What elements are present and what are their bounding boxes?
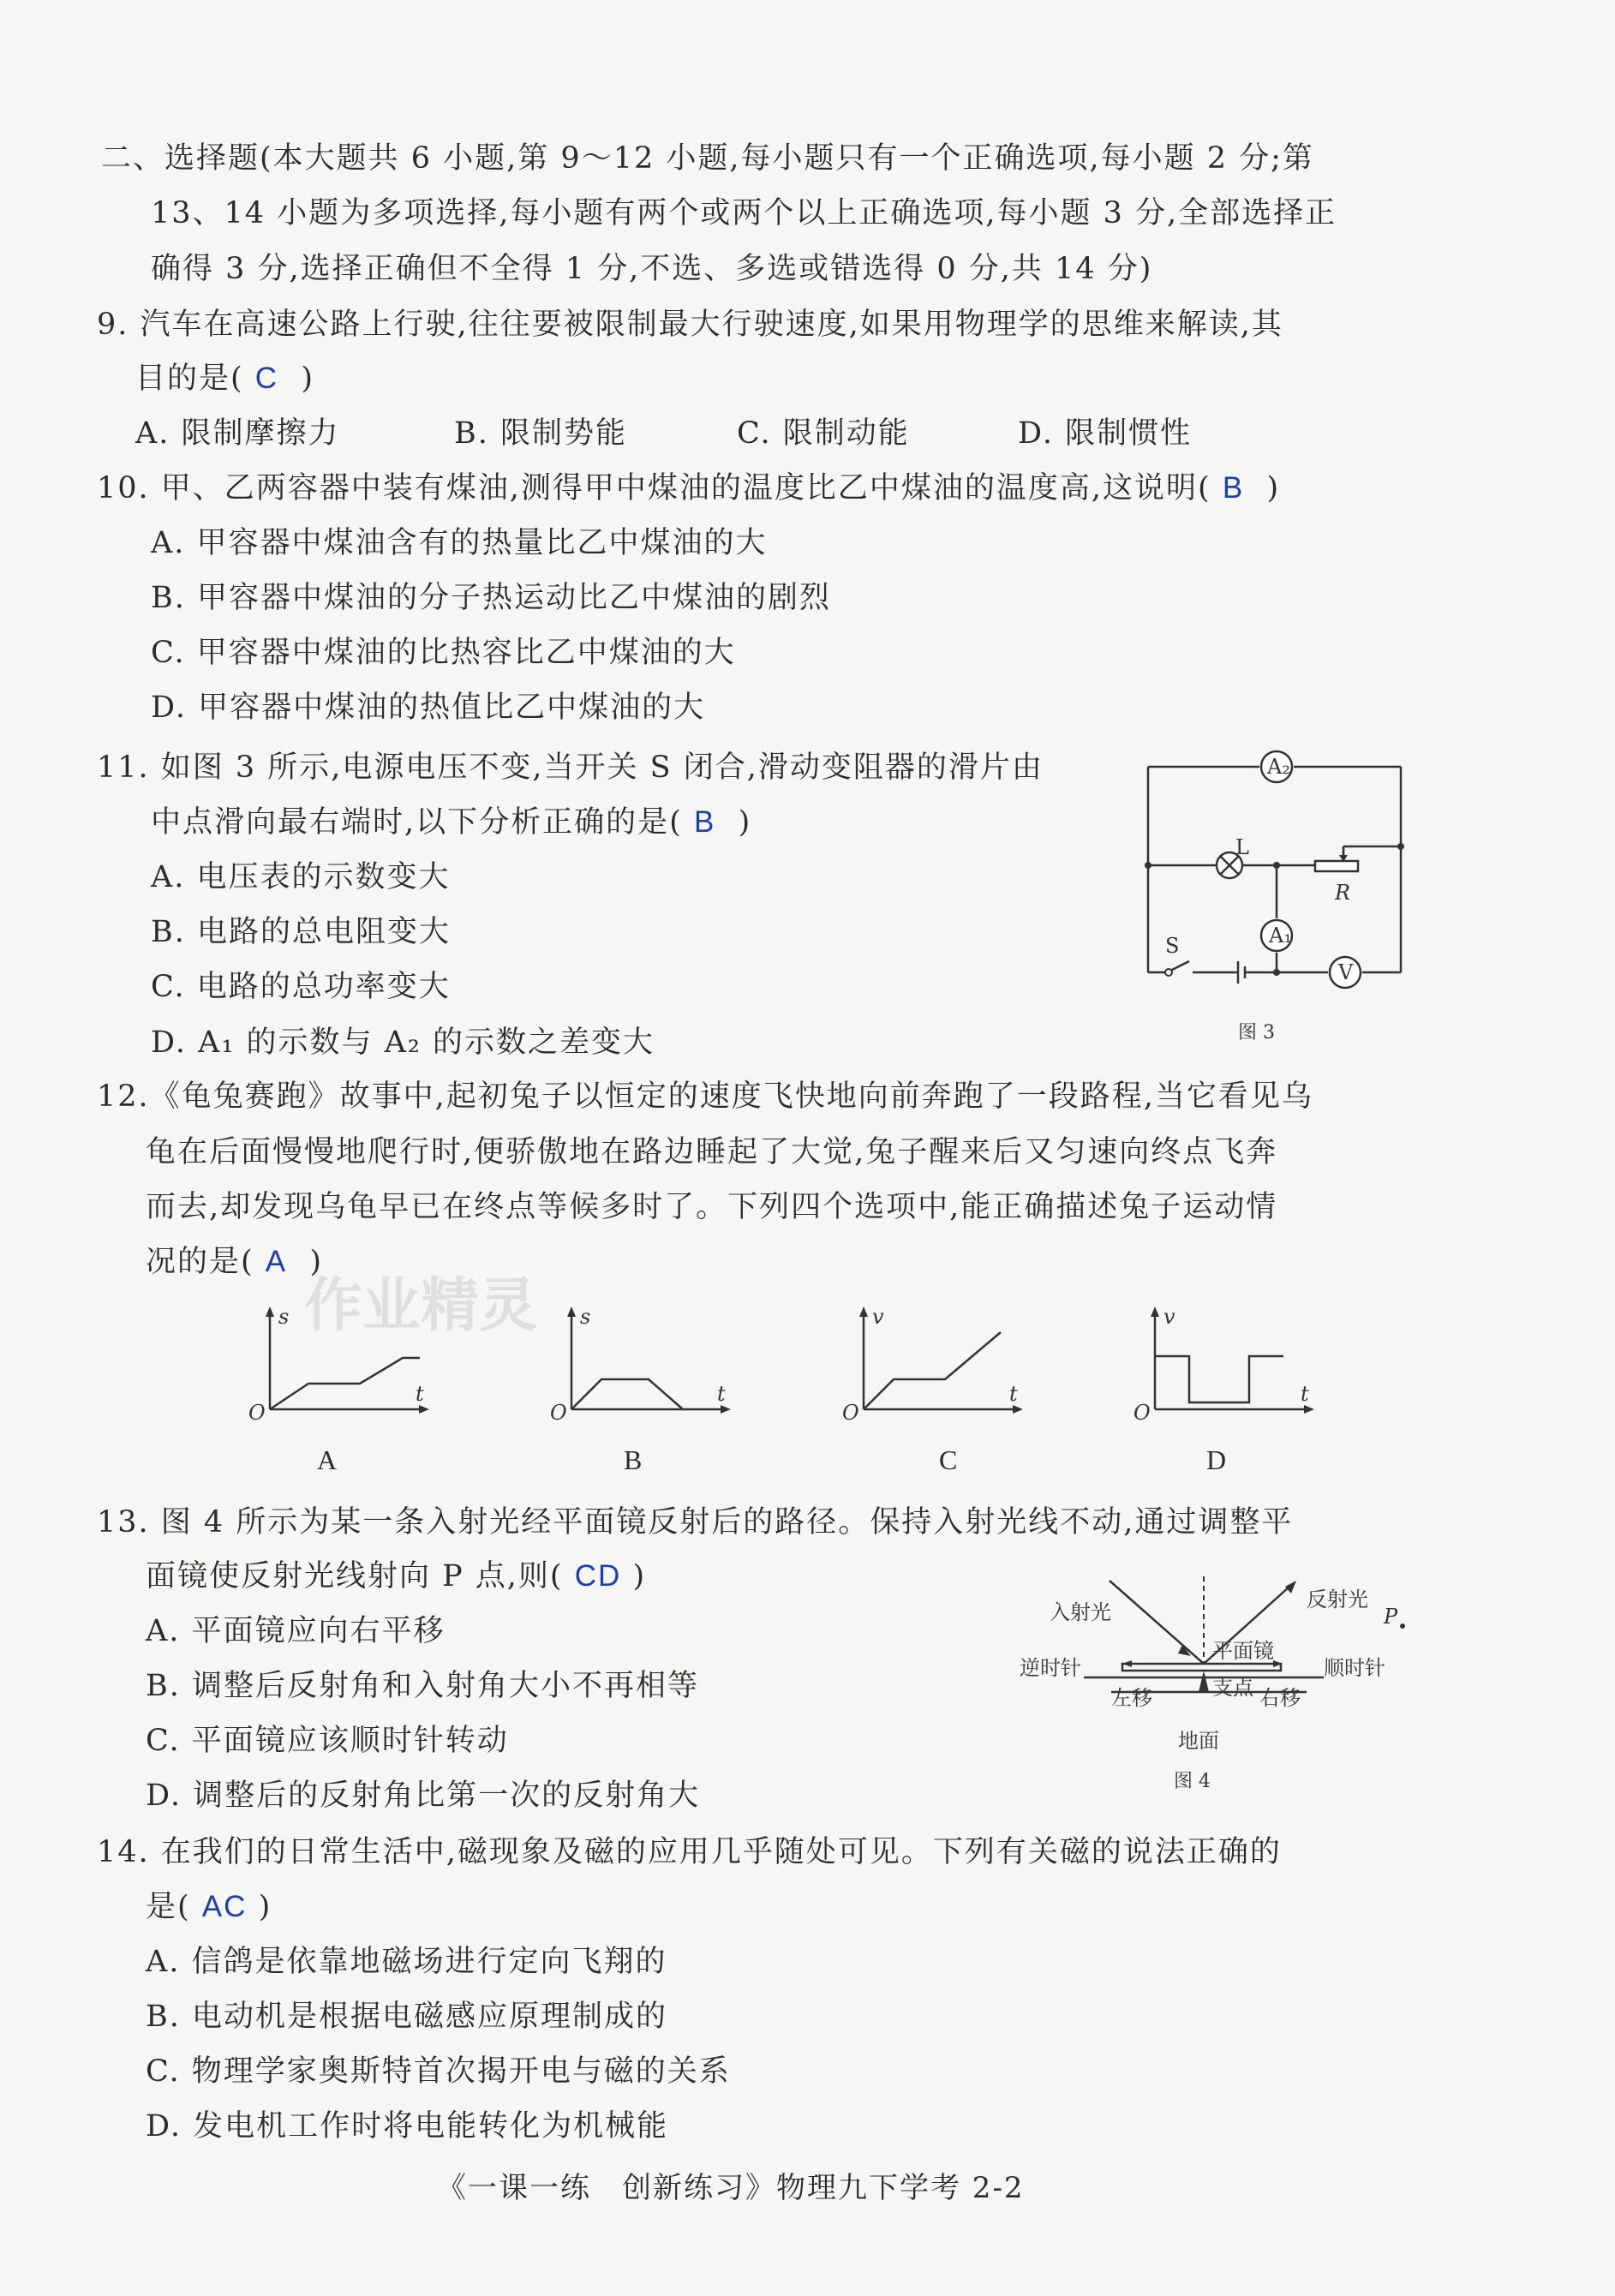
q10-option-b: B. 甲容器中煤油的分子热运动比乙中煤油的剧烈 bbox=[151, 581, 831, 615]
q9-stem-line1: 9. 汽车在高速公路上行驶,往往要被限制最大行驶速度,如果用物理学的思维来解读,其 bbox=[97, 308, 1283, 342]
svg-text:O: O bbox=[1133, 1401, 1151, 1425]
q11-answer: B bbox=[693, 805, 716, 839]
graph-a-label: A bbox=[317, 1444, 338, 1475]
fig4-caption: 图 4 bbox=[1174, 1771, 1211, 1792]
q13-option-a: A. 平面镜应向右平移 bbox=[146, 1614, 446, 1648]
svg-text:O: O bbox=[842, 1401, 859, 1425]
q14-option-c: C. 物理学家奥斯特首次揭开电与磁的关系 bbox=[146, 2054, 731, 2089]
svg-text:O: O bbox=[248, 1401, 266, 1425]
q11-option-d: D. A₁ 的示数与 A₂ 的示数之差变大 bbox=[151, 1025, 655, 1060]
fig4-reflected-label: 反射光 bbox=[1307, 1587, 1368, 1611]
graph-d-label: D bbox=[1206, 1444, 1227, 1475]
fig4-pivot-label: 支点 bbox=[1212, 1676, 1253, 1700]
svg-text:t: t bbox=[717, 1382, 726, 1406]
graph-c-label: C bbox=[939, 1444, 958, 1475]
q12-stem-line1: 12.《龟兔赛跑》故事中,起初兔子以恒定的速度飞快地向前奔跑了一段路程,当它看见乌 bbox=[97, 1079, 1313, 1114]
fig3-v-label: V bbox=[1338, 960, 1354, 984]
svg-text:v: v bbox=[1163, 1305, 1175, 1329]
fig3-l-label: L bbox=[1235, 835, 1249, 859]
fig3-r-label: R bbox=[1335, 881, 1351, 905]
q12-stem-line3: 而去,却发现乌龟早已在终点等候多时了。下列四个选项中,能正确描述兔子运动情 bbox=[146, 1190, 1278, 1224]
page-footer: 《一课一练 创新练习》物理九下学考 2-2 bbox=[437, 2171, 1025, 2205]
q13-stem-line1: 13. 图 4 所示为某一条入射光经平面镜反射后的路径。保持入射光线不动,通过调整平 bbox=[97, 1505, 1294, 1540]
graph-c bbox=[838, 1298, 1035, 1426]
q14-stem-line1: 14. 在我们的日常生活中,磁现象及磁的应用几乎随处可见。下列有关磁的说法正确的 bbox=[97, 1835, 1282, 1869]
fig3-a1-label: A₁ bbox=[1269, 924, 1292, 948]
section-header-line1: 二、选择题(本大题共 6 小题,第 9～12 小题,每小题只有一个正确选项,每小题 2 分;第 bbox=[101, 141, 1314, 176]
q12-stem-line4: 况的是( A ) bbox=[146, 1245, 324, 1279]
svg-text:t: t bbox=[1009, 1382, 1018, 1406]
svg-text:v: v bbox=[872, 1305, 884, 1329]
graph-d bbox=[1129, 1298, 1326, 1426]
q11-option-b: B. 电路的总电阻变大 bbox=[151, 915, 451, 949]
q10-answer: B bbox=[1222, 471, 1245, 505]
fig4-p-label: P bbox=[1384, 1605, 1398, 1629]
q10-option-c: C. 甲容器中煤油的比热容比乙中煤油的大 bbox=[151, 636, 736, 670]
q12-stem-line2: 龟在后面慢慢地爬行时,便骄傲地在路边睡起了大觉,兔子醒来后又匀速向终点飞奔 bbox=[146, 1135, 1278, 1169]
q9-option-a: A. 限制摩擦力 bbox=[135, 416, 340, 451]
fig4-left-label: 左移 bbox=[1111, 1686, 1152, 1710]
q13-option-d: D. 调整后的反射角比第一次的反射角大 bbox=[146, 1779, 701, 1813]
q14-option-a: A. 信鸽是依靠地磁场进行定向飞翔的 bbox=[146, 1945, 667, 1979]
q14-stem-line2: 是( AC ) bbox=[146, 1890, 272, 1924]
q11-option-c: C. 电路的总功率变大 bbox=[151, 970, 451, 1004]
q10-option-d: D. 甲容器中煤油的热值比乙中煤油的大 bbox=[151, 691, 706, 725]
q9-answer: C bbox=[254, 362, 279, 395]
q14-answer: AC bbox=[201, 1890, 248, 1923]
fig4-ground-label: 地面 bbox=[1178, 1729, 1219, 1753]
q9-option-b: B. 限制势能 bbox=[454, 416, 627, 451]
q13-option-c: C. 平面镜应该顺时针转动 bbox=[146, 1724, 509, 1758]
q9-stem-line2: 目的是( C ) bbox=[135, 362, 314, 396]
graph-b-label: B bbox=[624, 1444, 643, 1475]
fig3-caption: 图 3 bbox=[1238, 1022, 1275, 1043]
svg-text:O: O bbox=[550, 1401, 567, 1425]
fig4-incident-label: 入射光 bbox=[1050, 1600, 1111, 1624]
fig4-mirror-label: 平面镜 bbox=[1212, 1639, 1274, 1663]
svg-text:t: t bbox=[416, 1382, 424, 1406]
fig3-a2-label: A₂ bbox=[1267, 755, 1290, 779]
q9-option-d: D. 限制惯性 bbox=[1018, 416, 1193, 451]
fig4-right-label: 右移 bbox=[1259, 1686, 1301, 1710]
svg-text:t: t bbox=[1301, 1382, 1309, 1406]
q11-stem-line1: 11. 如图 3 所示,电源电压不变,当开关 S 闭合,滑动变阻器的滑片由 bbox=[97, 750, 1044, 785]
graph-b bbox=[546, 1298, 743, 1426]
figure-4-mirror bbox=[1015, 1568, 1409, 1808]
fig3-s-label: S bbox=[1165, 934, 1180, 958]
q14-option-d: D. 发电机工作时将电能转化为机械能 bbox=[146, 2109, 669, 2144]
figure-3-circuit bbox=[1131, 737, 1422, 1045]
q13-option-b: B. 调整后反射角和入射角大小不再相等 bbox=[146, 1669, 699, 1703]
section-header-line3: 确得 3 分,选择正确但不全得 1 分,不选、多选或错选得 0 分,共 14 分) bbox=[151, 252, 1153, 286]
q12-answer: A bbox=[265, 1245, 288, 1278]
q11-option-a: A. 电压表的示数变大 bbox=[151, 860, 451, 894]
q14-option-b: B. 电动机是根据电磁感应原理制成的 bbox=[146, 2000, 667, 2034]
q10-option-a: A. 甲容器中煤油含有的热量比乙中煤油的大 bbox=[151, 526, 768, 560]
section-header-line2: 13、14 小题为多项选择,每小题有两个或两个以上正确选项,每小题 3 分,全部选择正 bbox=[151, 196, 1337, 230]
fig4-ccw-label: 逆时针 bbox=[1020, 1656, 1081, 1680]
watermark: 作业精灵 bbox=[304, 1272, 538, 1340]
fig4-cw-label: 顺时针 bbox=[1324, 1656, 1385, 1680]
q10-stem-line1: 10. 甲、乙两容器中装有煤油,测得甲中煤油的温度比乙中煤油的温度高,这说明( B ) bbox=[97, 471, 1281, 505]
q9-option-c: C. 限制动能 bbox=[737, 416, 910, 451]
svg-text:s: s bbox=[278, 1305, 290, 1329]
svg-text:s: s bbox=[580, 1305, 591, 1329]
q13-stem-line2: 面镜使反射光线射向 P 点,则( CD ) bbox=[146, 1559, 647, 1593]
q13-answer: CD bbox=[574, 1559, 622, 1593]
q11-stem-line2: 中点滑向最右端时,以下分析正确的是( B ) bbox=[151, 805, 752, 840]
graph-a bbox=[244, 1298, 441, 1426]
